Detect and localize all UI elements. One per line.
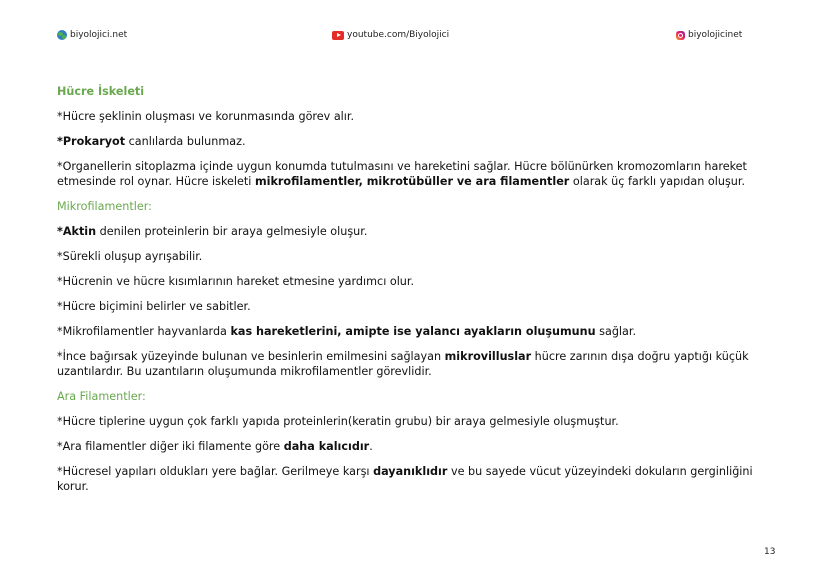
section-title-skeleton: Hücre İskeleti — [57, 85, 145, 98]
text-span: *Hücresel yapıları oldukları yere bağlar. Gerilmeye karşı — [57, 465, 374, 478]
instagram-link[interactable]: biyolojicinet — [688, 30, 743, 40]
bold-term: *Prokaryot — [57, 135, 126, 148]
paragraph: *Hücre tiplerine uygun çok farklı yapıda proteinlerin(keratin grubu) bir araya gelmesiyle oluşmuştur. — [57, 415, 619, 428]
paragraph — [57, 349, 775, 379]
bold-term: mikrofilamentler, mikrotübüller ve ara filamentler — [254, 175, 570, 188]
text-span: canlılarda bulunmaz. — [125, 135, 246, 148]
bold-term: *Aktin — [57, 225, 97, 238]
text-span: olarak üç farklı yapıdan oluşur. — [569, 175, 746, 188]
bold-term: dayanıklıdır — [373, 465, 448, 478]
text-span: *İnce bağırsak yüzeyinde bulunan ve besinlerin emilmesini sağlayan — [57, 350, 445, 363]
paragraph — [57, 159, 775, 189]
paragraph — [57, 134, 775, 149]
paragraph — [57, 439, 775, 454]
bold-term: daha kalıcıdır — [283, 440, 370, 453]
section-title-ara: Ara Filamentler: — [57, 390, 146, 403]
paragraph: *Hücre biçimini belirler ve sabitler. — [57, 300, 251, 313]
header-instagram[interactable] — [676, 30, 742, 40]
text-span: *Mikrofilamentler hayvanlarda — [57, 325, 231, 338]
youtube-icon — [332, 31, 344, 40]
paragraph — [57, 464, 775, 494]
header-site[interactable] — [57, 30, 127, 40]
paragraph: *Sürekli oluşup ayrışabilir. — [57, 250, 203, 263]
text-span: *Organellerin sitoplazma içinde uygun konumda tutulmasını ve hareketini sağlar. Hücre bölünürken kromozomların hareket etmesinde rol oynar. Hücre iskeleti — [57, 160, 747, 188]
site-link[interactable]: biyolojici.net — [70, 30, 128, 40]
text-span: sağlar. — [595, 325, 637, 338]
section-title-micro: Mikrofilamentler: — [57, 200, 152, 213]
text-span: hücre zarının dışa doğru yaptığı küçük uzantılardır. Bu uzantıların oluşumunda mikrofilamentler görevlidir. — [57, 350, 749, 378]
paragraph: *Hücrenin ve hücre kısımlarının hareket etmesine yardımcı olur. — [57, 275, 415, 288]
header-youtube[interactable] — [332, 30, 449, 40]
youtube-link[interactable]: youtube.com/Biyolojici — [347, 30, 450, 40]
paragraph — [57, 324, 775, 339]
text-span: *Ara filamentler diğer iki filamente göre — [57, 440, 284, 453]
bold-term: mikrovilluslar — [444, 350, 532, 363]
text-span: . — [369, 440, 373, 453]
instagram-icon — [676, 31, 685, 40]
document-body — [57, 84, 775, 504]
text-span: denilen proteinlerin bir araya gelmesiyle oluşur. — [96, 225, 368, 238]
globe-icon — [57, 30, 67, 40]
text-span: ve bu sayede vücut yüzeyindeki dokuların gerginliğini korur. — [57, 465, 753, 493]
bold-term: kas hareketlerini, amipte ise yalancı ayakların oluşumunu — [230, 325, 596, 338]
paragraph: *Hücre şeklinin oluşması ve korunmasında görev alır. — [57, 110, 355, 123]
page-number: 13 — [764, 547, 776, 557]
paragraph — [57, 224, 775, 239]
